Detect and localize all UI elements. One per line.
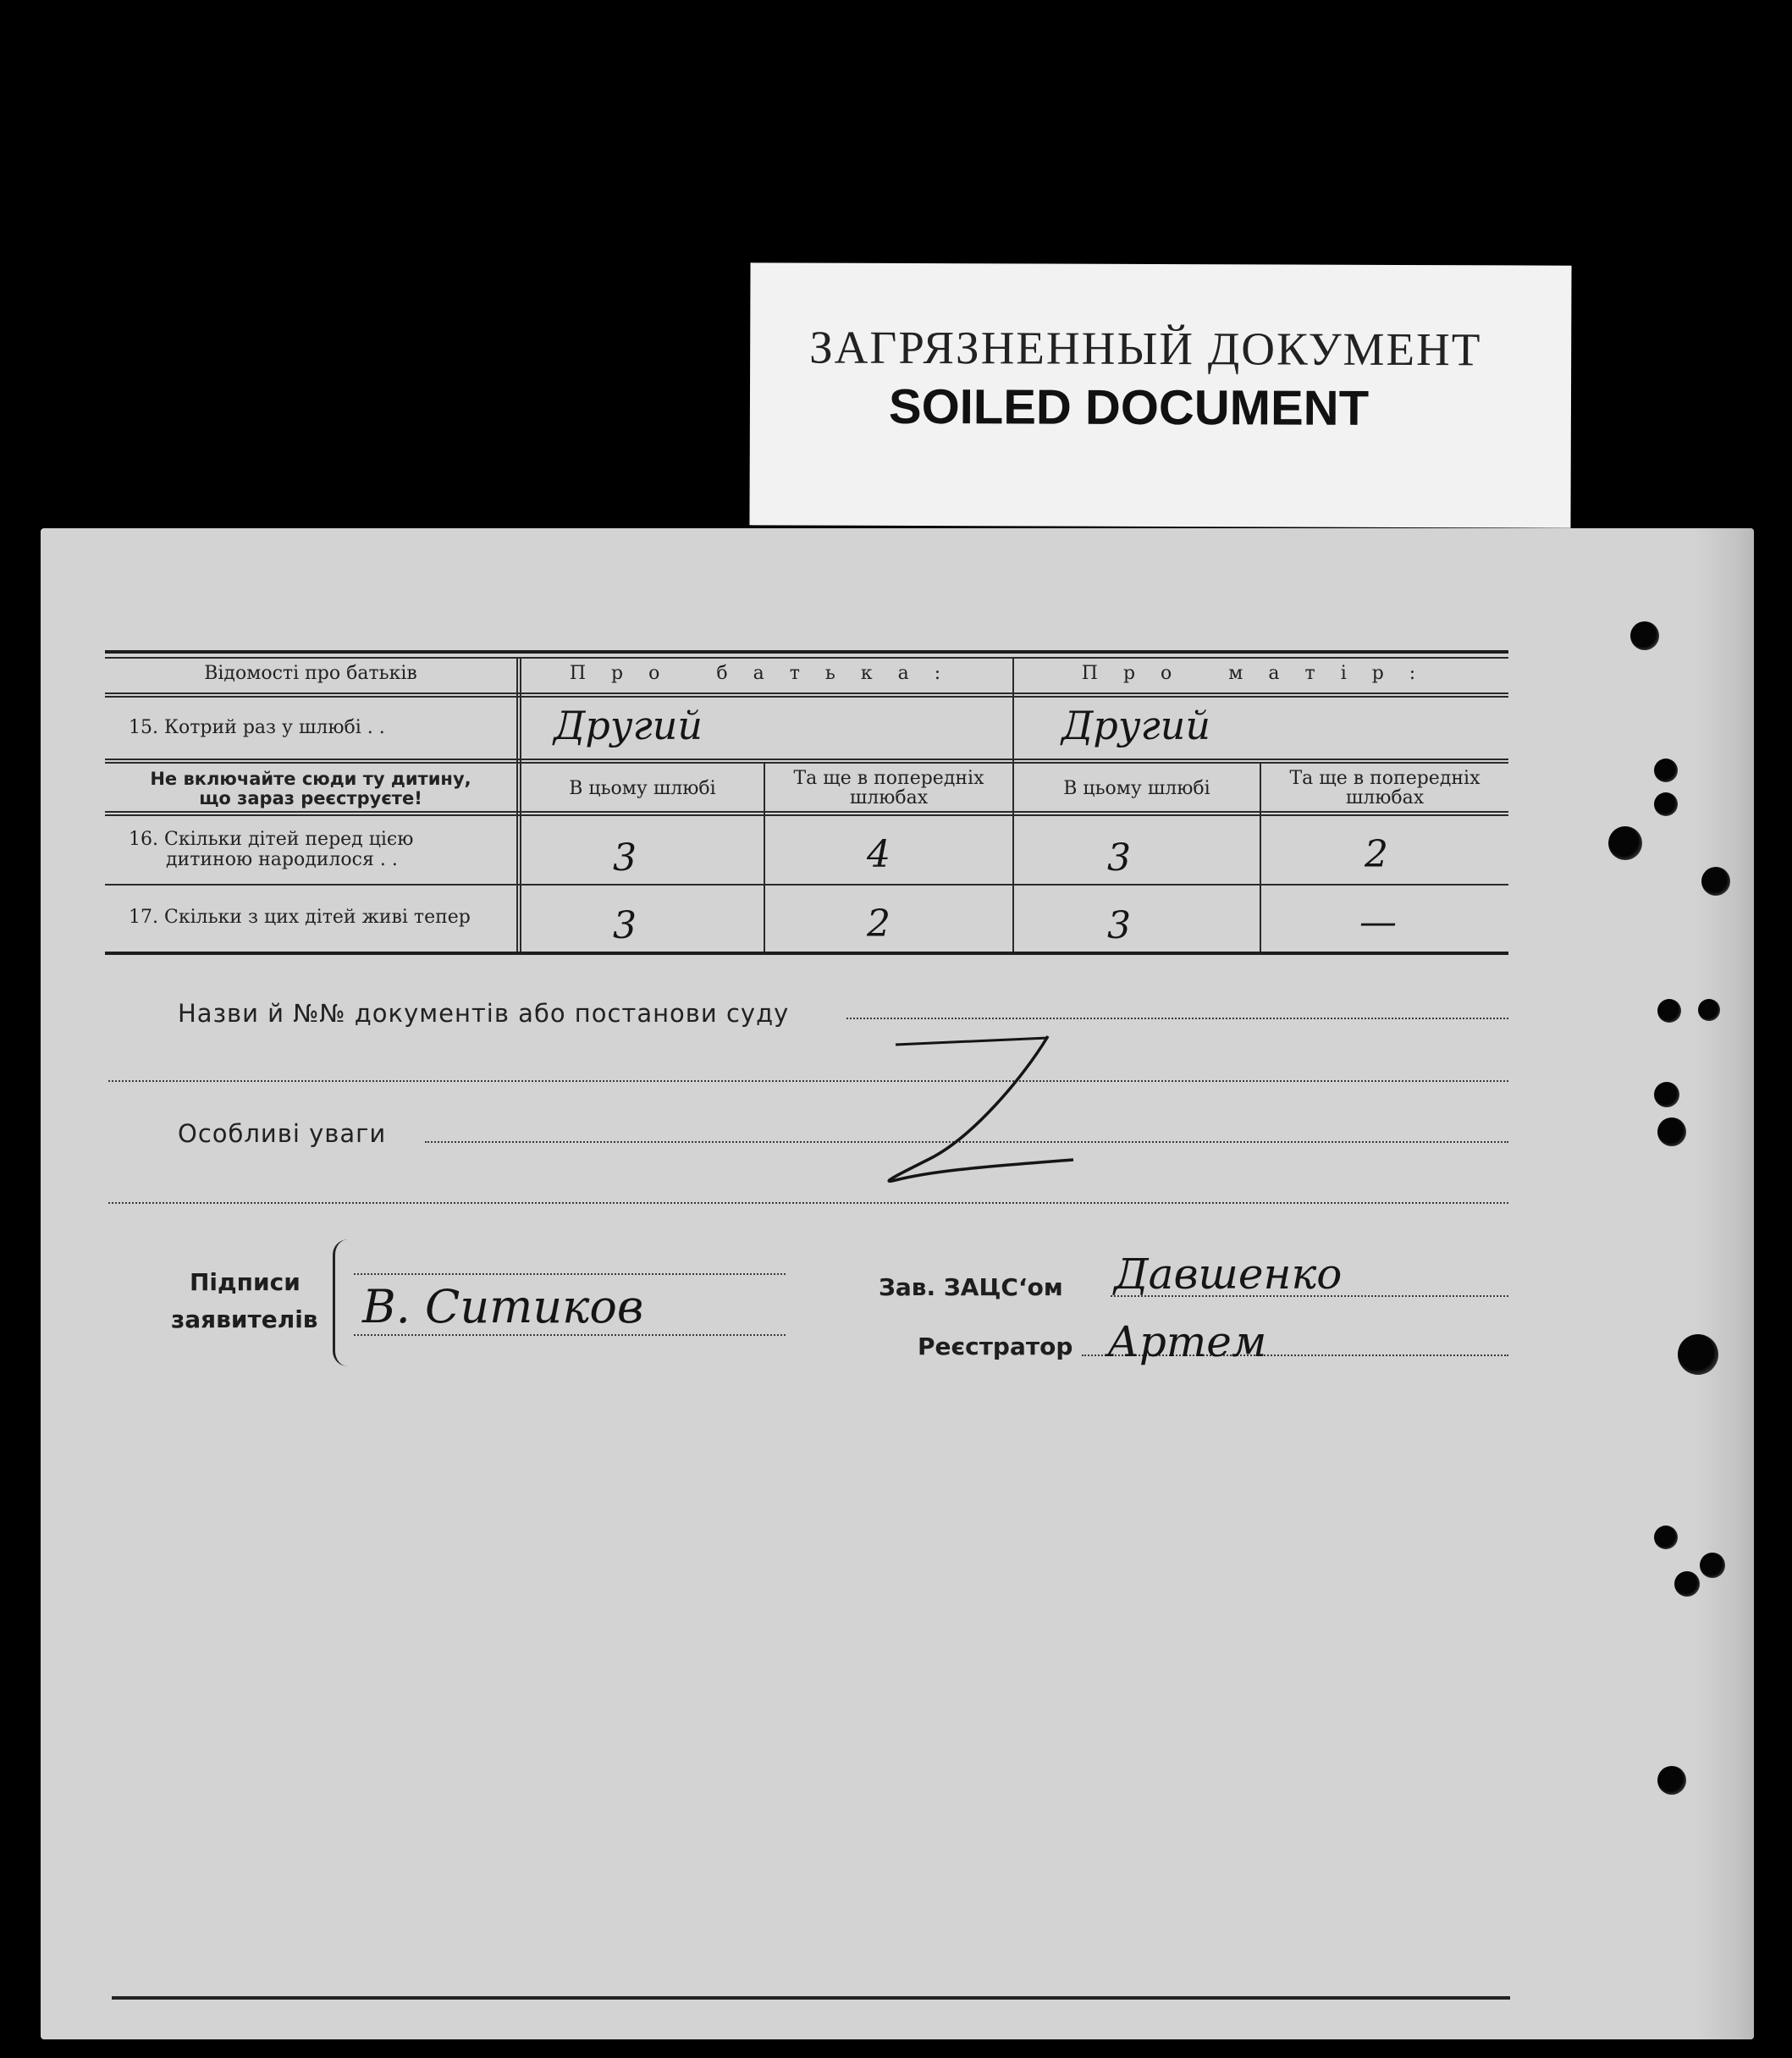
subheader-note-line1: Не включайте сюди ту дитину,	[150, 769, 471, 789]
row17-mother-this-value: 3	[1107, 904, 1131, 947]
applicants-brace	[333, 1239, 356, 1366]
punch-hole	[1654, 1082, 1679, 1107]
bottom-rule	[112, 1996, 1510, 2000]
row15-mother-value: Другий	[1061, 703, 1211, 748]
soiled-document-label	[749, 262, 1571, 527]
table-subheader-rule-inner	[105, 814, 1508, 816]
table-header-rule	[105, 692, 1508, 694]
row17-father-prev-value: 2	[867, 902, 890, 946]
punch-hole	[1654, 1526, 1678, 1549]
applicants-signature-line-2	[354, 1334, 786, 1336]
subheader-mother-previous-line1: Та ще в попередніх	[1289, 768, 1480, 789]
row17-mother-prev-value: —	[1359, 901, 1397, 944]
table-divider-parents	[1012, 659, 1014, 952]
table-header-rule-inner	[105, 696, 1508, 698]
punch-hole	[1654, 759, 1678, 782]
punch-hole	[1698, 999, 1720, 1021]
documents-label: Назви й №№ документів або постанови суду	[178, 999, 790, 1028]
row16-father-this-value: 3	[613, 836, 637, 880]
applicants-signature-line-1	[354, 1273, 786, 1275]
table-divider-label	[516, 659, 521, 952]
subheader-mother-previous-line2: шлюбах	[1345, 787, 1425, 808]
remarks-label: Особливі уваги	[178, 1119, 387, 1148]
punch-hole	[1700, 1553, 1725, 1578]
table-row15-rule-inner	[105, 762, 1508, 764]
applicants-label-line1: Підписи	[190, 1268, 301, 1296]
punch-hole	[1657, 1117, 1686, 1146]
table-bottom-rule	[105, 952, 1508, 955]
row16-label-line1: 16. Скільки дітей перед цією	[129, 829, 414, 850]
row17-father-this-value: 3	[613, 904, 637, 947]
table-row16-rule	[105, 884, 1508, 886]
header-parents-info: Відомості про батьків	[204, 663, 417, 684]
row15-father-value: Другий	[554, 703, 703, 748]
table-subheader-rule	[105, 811, 1508, 813]
applicant-signature: В. Ситиков	[362, 1280, 644, 1333]
header-about-father: Про батька:	[569, 663, 967, 684]
row16-mother-prev-value: 2	[1365, 833, 1388, 876]
table-row15-rule	[105, 759, 1508, 760]
label-russian: ЗАГРЯЗНЕННЫЙ ДОКУМЕНТ	[809, 321, 1482, 376]
table-top-rule	[105, 650, 1508, 654]
head-label: Зав. ЗАЦС‘ом	[879, 1273, 1063, 1301]
documents-dotted-line-2	[108, 1080, 1508, 1082]
punch-hole	[1608, 826, 1642, 860]
punch-hole	[1674, 1571, 1700, 1597]
punch-hole	[1657, 1766, 1686, 1795]
header-about-mother: Про матір:	[1081, 663, 1442, 684]
registrar-label: Реєстратор	[918, 1332, 1073, 1360]
punch-hole	[1678, 1334, 1718, 1375]
subheader-mother-this-marriage: В цьому шлюбі	[1063, 778, 1210, 799]
table-top-rule-inner	[105, 657, 1508, 659]
punch-hole	[1701, 867, 1730, 896]
sheet-edge-shadow	[1695, 528, 1754, 2039]
row16-mother-this-value: 3	[1107, 836, 1131, 880]
row16-father-prev-value: 4	[867, 833, 890, 876]
subheader-father-this-marriage: В цьому шлюбі	[569, 778, 716, 799]
punch-hole	[1657, 999, 1681, 1023]
label-english: SOILED DOCUMENT	[888, 378, 1370, 436]
row17-label: 17. Скільки з цих дітей живі тепер	[129, 907, 471, 928]
head-signature: Давшенко	[1114, 1250, 1343, 1299]
punch-hole	[1654, 792, 1678, 816]
row16-label-line2: дитиною народилося . .	[166, 849, 398, 870]
punch-hole	[1630, 621, 1659, 650]
subheader-note-line2: що зараз реєструєте!	[199, 788, 422, 808]
subheader-father-previous-line2: шлюбах	[849, 787, 929, 808]
remarks-dotted-line-2	[108, 1202, 1508, 1204]
subheader-father-previous-line1: Та ще в попередніх	[793, 768, 984, 789]
registrar-signature: Артем	[1107, 1317, 1267, 1366]
applicants-label-line2: заявителів	[171, 1305, 318, 1333]
row15-label: 15. Котрий раз у шлюбі . .	[129, 717, 385, 738]
z-strikethrough-mark	[879, 1011, 1200, 1189]
registration-form-sheet	[41, 528, 1754, 2039]
